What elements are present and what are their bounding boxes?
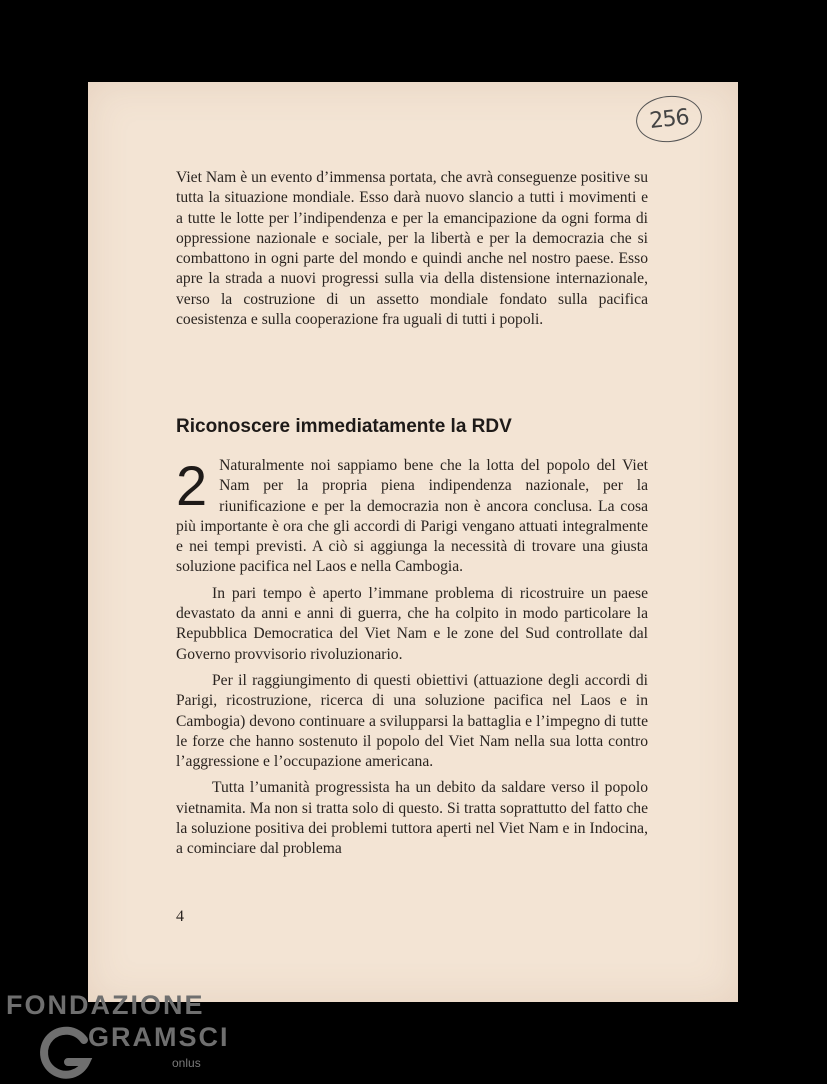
watermark-line-onlus: onlus xyxy=(172,1056,201,1070)
intro-paragraph-block xyxy=(176,168,648,330)
page-number: 4 xyxy=(176,908,184,925)
section-paragraph-4: Tutta l’umanità progressista ha un debito da saldare verso il popolo vietnamita. Ma non si tratta solo di questo. Si tratta soprattutto del fatto che la soluzione positiva dei problemi tuttora aperti nel Viet Nam e in Indocina, a cominciare dal problema xyxy=(176,779,648,858)
gramsci-g-icon xyxy=(38,1026,94,1082)
section-paragraph-1 xyxy=(176,456,648,578)
section-body xyxy=(176,456,648,860)
watermark-logo xyxy=(6,990,230,1084)
section-heading: Riconoscere immediatamente la RDV xyxy=(176,416,512,437)
watermark-gramsci-row xyxy=(32,1020,231,1084)
watermark-line-gramsci: GRAMSCI xyxy=(88,1022,230,1052)
document-page xyxy=(88,82,738,1002)
section-paragraph-2: In pari tempo è aperto l’immane problema di ricostruire un paese devastato da anni e anni di guerra, che ha colpito in modo particolare la Repubblica Democratica del Viet Nam e le zone del Sud controllate dal Governo provvisorio rivoluzionario. xyxy=(176,584,648,663)
section-number-dropcap: 2 xyxy=(176,454,208,517)
section-paragraph-1-text: Naturalmente noi sappiamo bene che la lotta del popolo del Viet Nam per la propria piena indipendenza nazionale, per la riunificazione e per la democrazia non è ancora conclusa. La cosa più importante è ora che gli accordi di Parigi vengano attuati integralmente e nei tempi previsti. A ciò si aggiunga la necessità di trovare una giusta soluzione pacifica nel Laos e nella Cambogia. xyxy=(176,457,648,576)
watermark-line-fondazione: FONDAZIONE xyxy=(6,990,205,1020)
intro-paragraph: Viet Nam è un evento d’immensa portata, che avrà conseguenze positive su tutta la situazione mondiale. Esso darà nuovo slancio a tutti i movimenti e a tutte le lotte per l’indipendenza e per la emancipazione da ogni forma di oppressione nazionale e sociale, per la libertà e per la democrazia che si combattono in ogni parte del mondo e quindi anche nel nostro paese. Esso apre la strada a nuovi progressi sulla via della distensione internazionale, verso la costruzione di un assetto mondiale fondato sulla pacifica coesistenza e sulla cooperazione fra uguali di tutti i popoli. xyxy=(176,169,648,329)
handwritten-page-number: 256 xyxy=(634,93,704,146)
section-paragraph-3: Per il raggiungimento di questi obiettivi (attuazione degli accordi di Parigi, ricostruzione, ricerca di una soluzione pacifica nel Laos e in Cambogia) devono continuare a svilupparsi la battaglia e l’impegno di tutte le forze che hanno sostenuto il popolo del Viet Nam nella sua lotta contro l’aggressione e l’occupazione americana. xyxy=(176,671,648,771)
